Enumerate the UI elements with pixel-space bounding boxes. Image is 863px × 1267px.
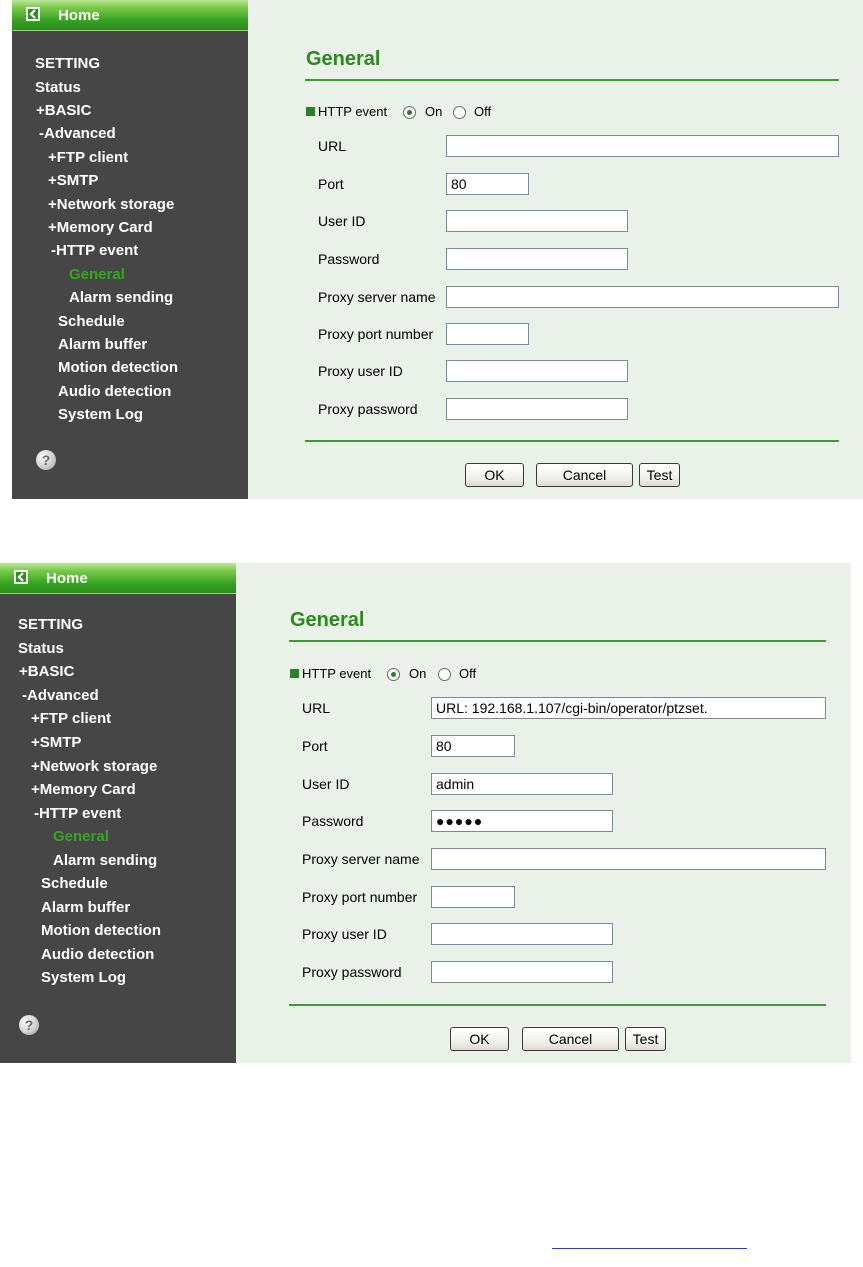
nav-setting[interactable]: SETTING [35,55,101,72]
home-button[interactable] [12,0,248,31]
password-label: Password [302,813,364,829]
proxy-server-label: Proxy server name [318,289,436,305]
proxy-user-label: Proxy user ID [302,926,387,942]
ok-button[interactable]: OK [465,463,524,487]
url-label: URL [302,700,331,716]
http-event-off-label: Off [474,104,492,119]
nav-advanced[interactable]: -Advanced [39,125,116,142]
http-event-marker [306,107,315,116]
nav-status[interactable]: Status [18,640,64,657]
nav-ftp-client[interactable]: +FTP client [48,149,129,166]
port-label: Port [302,738,328,754]
divider-bottom [289,1004,826,1006]
nav-memory-card[interactable]: +Memory Card [31,781,136,798]
nav-audio-detection[interactable]: Audio detection [41,946,155,963]
nav-general[interactable]: General [53,828,109,845]
nav-audio-detection[interactable]: Audio detection [58,383,172,400]
nav-ftp-client[interactable]: +FTP client [31,710,112,727]
password-input[interactable] [431,810,613,832]
proxy-port-input[interactable] [446,323,529,345]
proxy-port-input[interactable] [431,886,515,908]
proxy-password-input[interactable] [431,961,613,983]
proxy-user-input[interactable] [446,360,628,382]
proxy-user-input[interactable] [431,923,613,945]
help-icon[interactable]: ? [19,1015,39,1035]
nav-basic[interactable]: +BASIC [19,663,75,680]
http-event-off-radio[interactable] [453,106,466,119]
help-icon[interactable]: ? [36,450,56,470]
nav-general[interactable]: General [69,266,125,283]
url-input[interactable] [446,135,839,157]
divider-top [289,640,826,642]
ok-button[interactable]: OK [450,1027,509,1051]
test-button[interactable]: Test [625,1027,666,1051]
http-event-label: HTTP event [318,104,388,119]
nav-status[interactable]: Status [35,79,81,96]
home-button[interactable] [0,563,236,594]
nav-smtp[interactable]: +SMTP [31,734,82,751]
settings-screen-filled [0,563,851,1063]
nav-http-event[interactable]: -HTTP event [34,805,122,822]
proxy-port-label: Proxy port number [302,889,418,905]
footer-link-underline[interactable] [552,1248,747,1249]
nav-advanced[interactable]: -Advanced [22,687,99,704]
divider-top [305,79,839,81]
proxy-password-label: Proxy password [302,964,402,980]
user-id-input[interactable] [431,773,613,795]
proxy-server-input[interactable] [431,848,826,870]
home-label: Home [58,7,100,24]
divider-bottom [305,440,839,442]
nav-system-log[interactable]: System Log [41,969,127,986]
back-arrow-icon [26,7,40,21]
nav-network-storage[interactable]: +Network storage [48,196,175,213]
nav-memory-card[interactable]: +Memory Card [48,219,153,236]
nav-motion-detection[interactable]: Motion detection [58,359,178,376]
nav-alarm-sending[interactable]: Alarm sending [53,852,158,869]
port-input[interactable] [431,735,515,757]
url-label: URL [318,138,347,154]
port-label: Port [318,176,344,192]
http-event-on-radio[interactable] [387,668,400,681]
nav-smtp[interactable]: +SMTP [48,172,99,189]
port-input[interactable] [446,173,529,195]
proxy-user-label: Proxy user ID [318,363,403,379]
nav-network-storage[interactable]: +Network storage [31,758,158,775]
back-arrow-icon [14,570,28,584]
nav-alarm-buffer[interactable]: Alarm buffer [41,899,131,916]
home-label: Home [46,570,88,587]
proxy-password-input[interactable] [446,398,628,420]
page-title: General [290,609,365,631]
http-event-label: HTTP event [302,666,372,681]
http-event-on-label: On [409,666,427,681]
password-label: Password [318,251,380,267]
proxy-password-label: Proxy password [318,401,418,417]
cancel-button[interactable]: Cancel [536,463,633,487]
proxy-port-label: Proxy port number [318,326,434,342]
page-title: General [306,48,381,70]
settings-screen-empty [12,0,863,499]
test-button[interactable]: Test [639,463,680,487]
proxy-server-label: Proxy server name [302,851,420,867]
http-event-on-radio[interactable] [403,106,416,119]
url-input[interactable] [431,697,826,719]
nav-system-log[interactable]: System Log [58,406,144,423]
http-event-off-radio[interactable] [438,668,451,681]
nav-alarm-buffer[interactable]: Alarm buffer [58,336,148,353]
cancel-button[interactable]: Cancel [522,1027,619,1051]
user-id-label: User ID [318,213,366,229]
http-event-marker [290,669,299,678]
nav-basic[interactable]: +BASIC [36,102,92,119]
nav-setting[interactable]: SETTING [18,616,84,633]
nav-motion-detection[interactable]: Motion detection [41,922,161,939]
password-input[interactable] [446,248,628,270]
nav-schedule[interactable]: Schedule [41,875,108,892]
http-event-on-label: On [425,104,443,119]
user-id-input[interactable] [446,210,628,232]
user-id-label: User ID [302,776,350,792]
nav-http-event[interactable]: -HTTP event [51,242,139,259]
nav-schedule[interactable]: Schedule [58,313,125,330]
proxy-server-input[interactable] [446,286,839,308]
http-event-off-label: Off [459,666,477,681]
nav-alarm-sending[interactable]: Alarm sending [69,289,174,306]
